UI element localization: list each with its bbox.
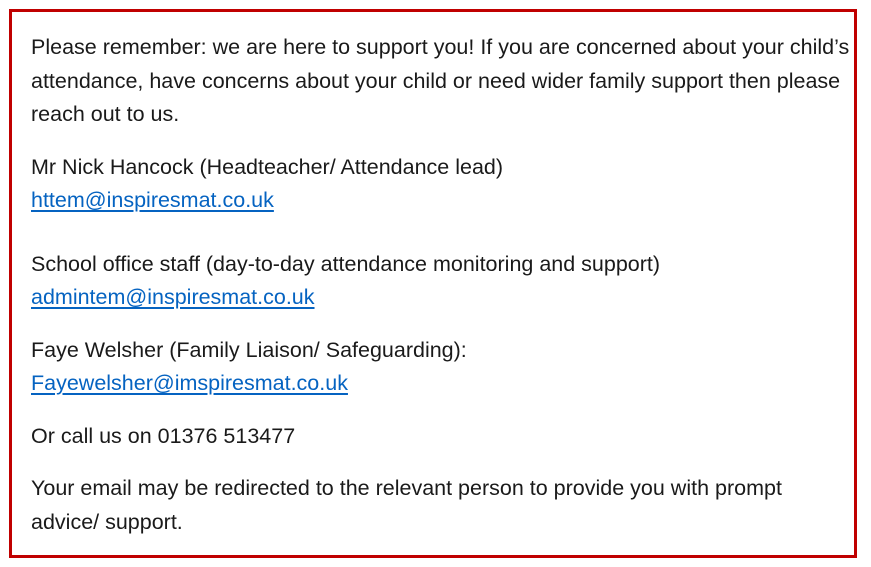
email-link-office[interactable]: admintem@inspiresmat.co.uk	[31, 285, 315, 309]
email-link-headteacher[interactable]: httem@inspiresmat.co.uk	[31, 188, 274, 212]
notice-box	[9, 9, 857, 558]
closing-text: Your email may be redirected to the relevant person to provide you with prompt advice/ support.	[31, 476, 782, 534]
contact-name: Faye Welsher (Family Liaison/ Safeguarding):	[31, 337, 467, 362]
contact-office	[31, 248, 851, 315]
contact-headteacher	[31, 151, 851, 218]
contact-name: School office staff (day-to-day attendance monitoring and support)	[31, 251, 661, 276]
email-link-family-liaison[interactable]: Fayewelsher@imspiresmat.co.uk	[31, 371, 348, 395]
intro-text: Please remember: we are here to support you! If you are concerned about your child’s attendance, have concerns about your child or need wider family support then please reach out to us.	[31, 35, 850, 126]
phone-line: Or call us on 01376 513477	[31, 423, 296, 448]
notice-content	[31, 31, 851, 539]
contact-name: Mr Nick Hancock (Headteacher/ Attendance lead)	[31, 154, 504, 179]
contact-family-liaison	[31, 334, 851, 401]
